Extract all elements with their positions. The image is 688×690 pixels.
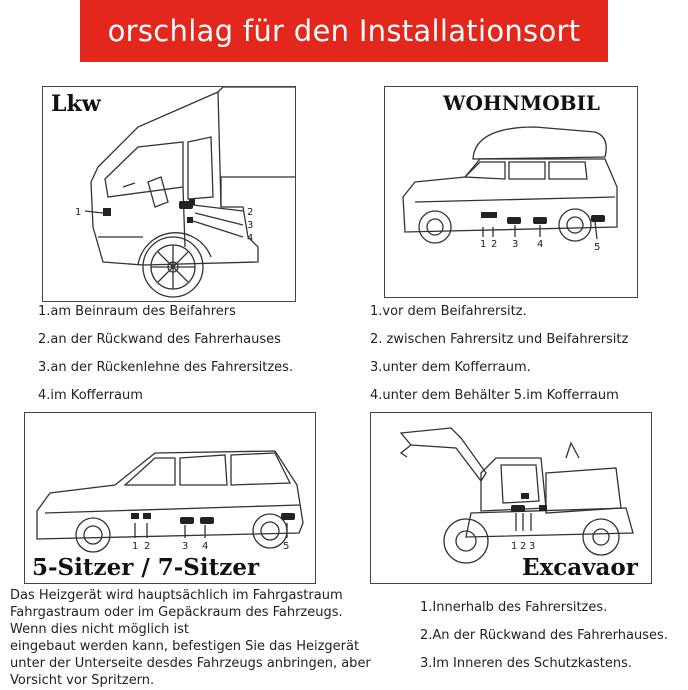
lkw-callout-2: 2	[247, 207, 254, 218]
lkw-title: Lkw	[51, 91, 101, 117]
sitzer-callout-4: 4	[202, 541, 209, 552]
excavator-callout-2: 2	[520, 541, 527, 552]
description-line-2: Fahrgastraum oder im Gepäckraum des Fahrzeugs.	[10, 605, 343, 620]
wohnmobil-callout-2: 2	[491, 239, 498, 250]
excavator-callout-1: 1	[511, 541, 518, 552]
truck-illustration	[43, 87, 295, 301]
excavator-callout-3: 3	[529, 541, 536, 552]
lkw-callout-1: 1	[75, 207, 82, 218]
wohnmobil-callout-4: 4	[537, 239, 544, 250]
excavator-caption-3: 3.Im Inneren des Schutzkastens.	[420, 656, 633, 671]
wohnmobil-caption-2: 2. zwischen Fahrersitz und Beifahrersitz	[370, 332, 629, 347]
description-line-1: Das Heizgerät wird hauptsächlich im Fahrgastraum	[10, 588, 343, 603]
description-line-5: unter der Unterseite desdes Fahrzeugs anbringen, aber	[10, 656, 371, 671]
wohnmobil-title: WOHNMOBIL	[443, 91, 600, 115]
sitzer-title: 5-Sitzer / 7-Sitzer	[32, 554, 260, 581]
lkw-panel	[42, 86, 296, 302]
sitzer-callout-2: 2	[144, 541, 151, 552]
lkw-callout-4: 4	[247, 233, 254, 244]
lkw-callout-3: 3	[247, 220, 254, 231]
wohnmobil-callout-3: 3	[512, 239, 519, 250]
lkw-caption-2: 2.an der Rückwand des Fahrerhauses	[38, 332, 281, 347]
sitzer-callout-1: 1	[132, 541, 139, 552]
wohnmobil-callout-5: 5	[594, 242, 601, 253]
description-line-4: eingebaut werden kann, befestigen Sie das Heizgerät	[10, 639, 360, 654]
wohnmobil-caption-4: 4.unter dem Behälter 5.im Kofferraum	[370, 388, 619, 403]
excavator-caption-1: 1.Innerhalb des Fahrersitzes.	[420, 600, 608, 615]
lkw-caption-3: 3.an der Rückenlehne des Fahrersitzes.	[38, 360, 294, 375]
wohnmobil-caption-3: 3.unter dem Kofferraum.	[370, 360, 531, 375]
lkw-caption-1: 1.am Beinraum des Beifahrers	[38, 304, 236, 319]
sitzer-callout-3: 3	[182, 541, 189, 552]
van-illustration-wohnmobil	[385, 87, 637, 297]
wohnmobil-panel	[384, 86, 638, 298]
wohnmobil-callout-1: 1	[480, 239, 487, 250]
description-line-6: Vorsicht vor Spritzern.	[10, 673, 155, 688]
excavator-title: Excavaor	[522, 554, 638, 581]
excavator-caption-2: 2.An der Rückwand des Fahrerhauses.	[420, 628, 668, 643]
banner-title: orschlag für den Installationsort	[80, 0, 608, 62]
description-line-3: Wenn dies nicht möglich ist	[10, 622, 190, 637]
wohnmobil-caption-1: 1.vor dem Beifahrersitz.	[370, 304, 527, 319]
sitzer-callout-5: 5	[283, 541, 290, 552]
lkw-caption-4: 4.im Kofferraum	[38, 388, 143, 403]
